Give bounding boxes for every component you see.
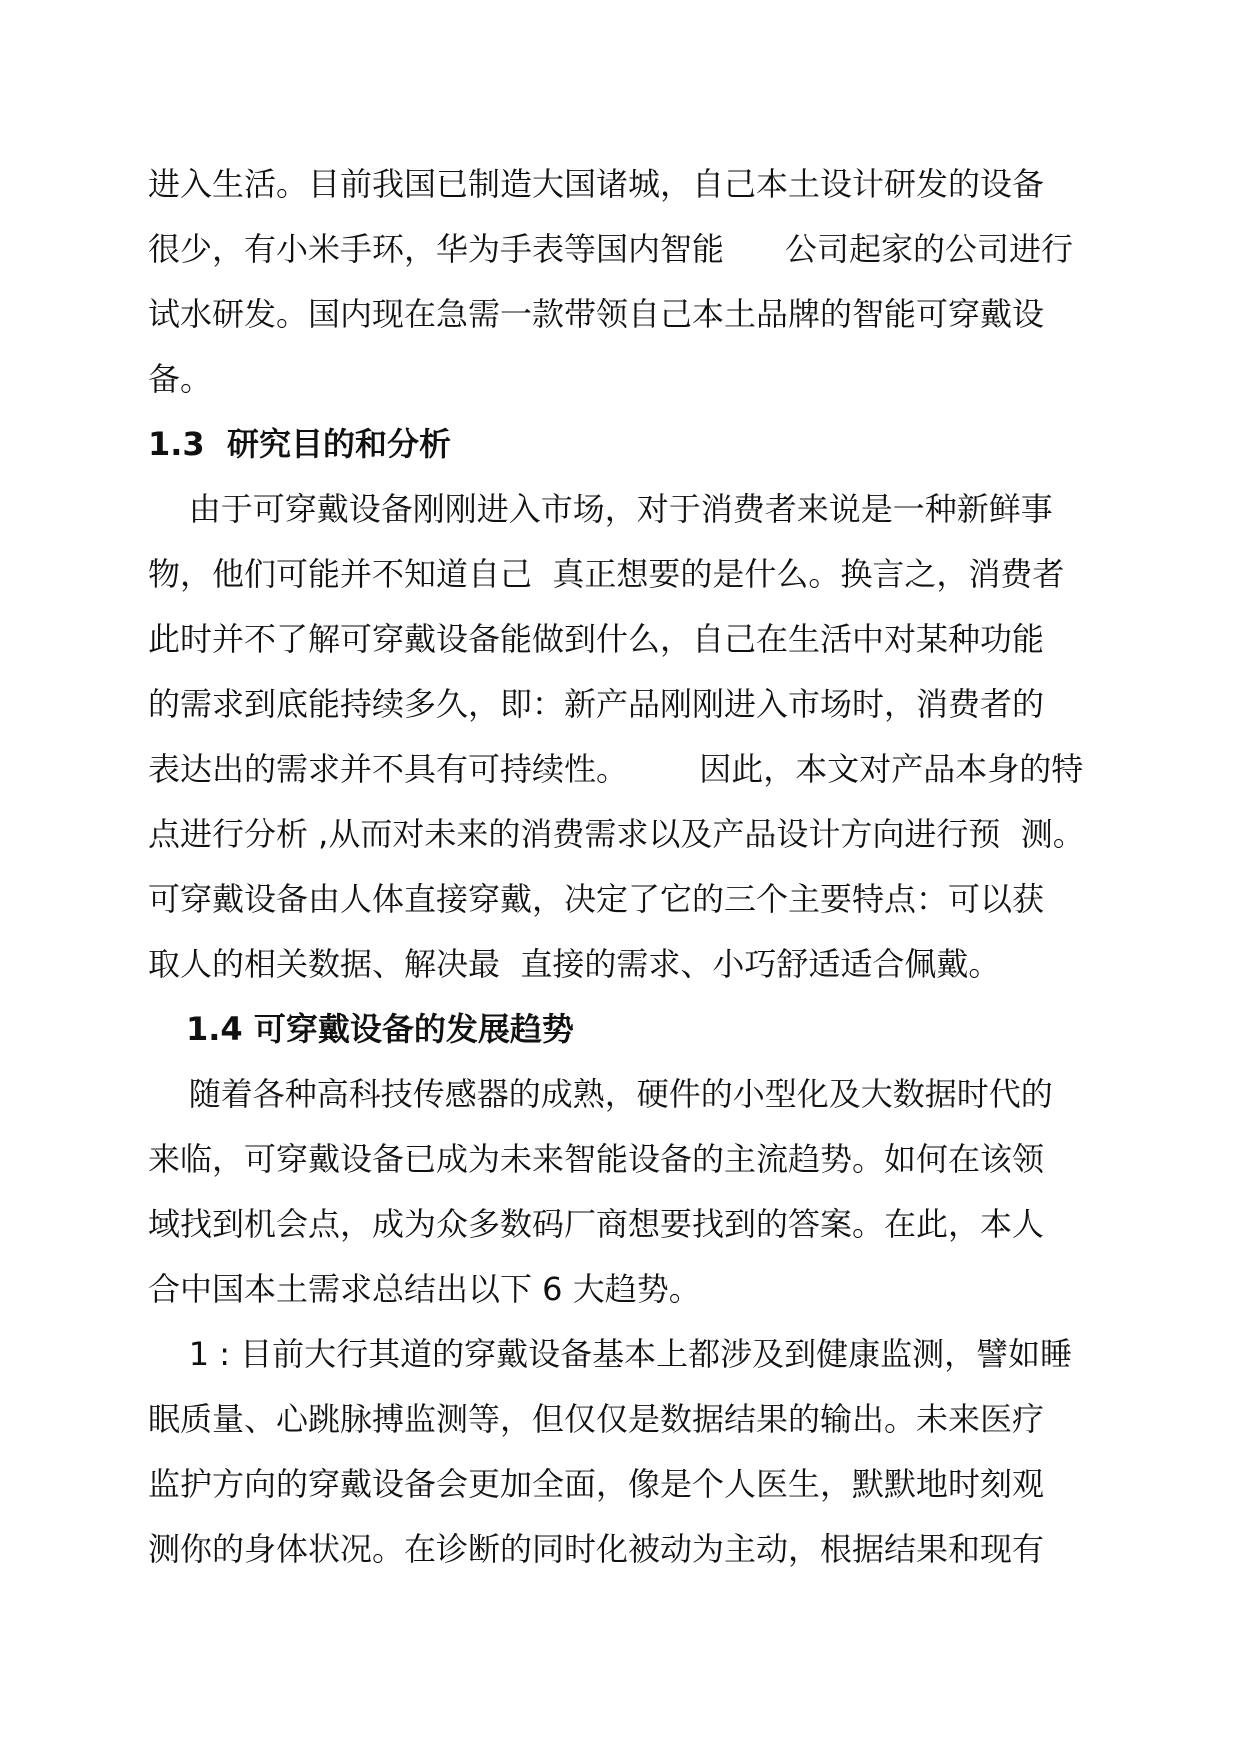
paragraph-line: 来临，可穿戴设备已成为未来智能设备的主流趋势。如何在该领 — [148, 1140, 1045, 1178]
paragraph-line: 的需求到底能持续多久，即：新产品刚刚进入市场时，消费者的 — [148, 685, 1045, 723]
paragraph-line: 测你的身体状况。在诊断的同时化被动为主动，根据结果和现有 — [148, 1530, 1045, 1568]
paragraph-line: 随着各种高科技传感器的成熟，硬件的小型化及大数据时代的 — [148, 1075, 1053, 1113]
paragraph-line: 可穿戴设备由人体直接穿戴，决定了它的三个主要特点：可以获 — [148, 880, 1045, 918]
paragraph-line: 取人的相关数据、解决最 直接的需求、小巧舒适适合佩戴。 — [148, 945, 1001, 983]
paragraph-line: 表达出的需求并不具有可持续性。 因此，本文对产品本身的特 — [148, 750, 1084, 788]
paragraph-line: 由于可穿戴设备刚刚进入市场，对于消费者来说是一种新鲜事 — [148, 490, 1053, 528]
section-heading-1-4: 1.4 可穿戴设备的发展趋势 — [186, 1010, 574, 1048]
document-body — [148, 152, 1108, 1582]
paragraph-line: 监护方向的穿戴设备会更加全面，像是个人医生，默默地时刻观 — [148, 1465, 1045, 1503]
paragraph-line: 进入生活。目前我国已制造大国诸城，自己本土设计研发的设备 — [148, 165, 1045, 203]
paragraph-line: 备。 — [148, 360, 213, 398]
paragraph-line: 物，他们可能并不知道自己 真正想要的是什么。换言之，消费者 — [148, 555, 1065, 593]
paragraph-line: 点进行分析 ,从而对未来的消费需求以及产品设计方向进行预 测。 — [148, 815, 1085, 853]
paragraph-line: 试水研发。国内现在急需一款带领自己本土品牌的智能可穿戴设 — [148, 295, 1045, 333]
paragraph-line: 此时并不了解可穿戴设备能做到什么，自己在生活中对某种功能 — [148, 620, 1045, 658]
paragraph-line: 1 : 目前大行其道的穿戴设备基本上都涉及到健康监测，譬如睡 — [148, 1335, 1073, 1373]
paragraph-line: 域找到机会点，成为众多数码厂商想要找到的答案。在此，本人 — [148, 1205, 1045, 1243]
section-heading-1-3: 1.3 研究目的和分析 — [148, 425, 451, 463]
paragraph-line: 眠质量、心跳脉搏监测等，但仅仅是数据结果的输出。未来医疗 — [148, 1400, 1045, 1438]
paragraph-line: 合中国本土需求总结出以下 6 大趋势。 — [148, 1270, 701, 1308]
paragraph-line: 很少，有小米手环，华为手表等国内智能 公司起家的公司进行 — [148, 230, 1074, 268]
